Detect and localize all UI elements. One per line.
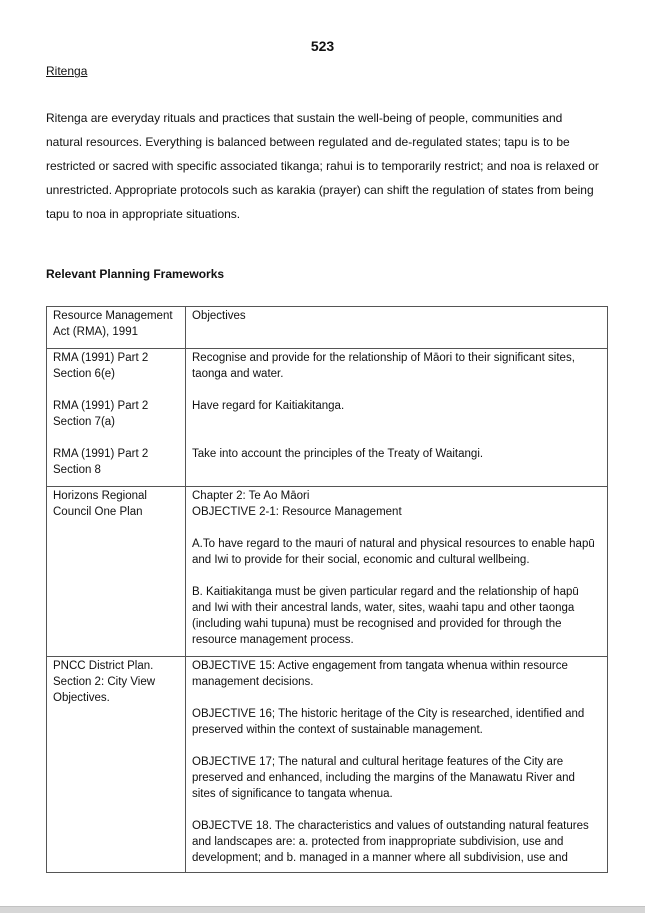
horizons-chapter: Chapter 2: Te Ao Māori [192, 490, 310, 502]
pncc-objectives-cell [186, 657, 608, 873]
rma-objectives-cell [186, 349, 608, 487]
pncc-objective-18: OBJECTVE 18. The characteristics and values of outstanding natural features and landscapes are: a. protected from inappropriate subdivision, use and development; and b. managed in a manner where all subdivision, use and [192, 820, 589, 864]
table-row-horizons [47, 487, 608, 657]
frameworks-heading: Relevant Planning Frameworks [46, 267, 225, 281]
horizons-objective-title: OBJECTIVE 2-1: Resource Management [192, 506, 402, 518]
table-row-pncc [47, 657, 608, 873]
pncc-reference-text: PNCC District Plan. Section 2: City View Objectives. [53, 660, 156, 704]
horizons-reference-cell: Horizons Regional Council One Plan [47, 487, 186, 657]
pncc-objective-17: OBJECTIVE 17; The natural and cultural heritage features of the City are preserved and enhanced, including the margins of the Manawatu River and sites of significance to tangata whenua. [192, 756, 575, 800]
horizons-paragraph-b: B. Kaitiakitanga must be given particular regard and the relationship of hapū and Iwi with their ancestral lands, water, sites, waahi tapu and other taonga (including wahi tupuna) must be recognised and provided for through the resource management process. [192, 586, 579, 646]
pncc-objective-16: OBJECTIVE 16; The historic heritage of the City is researched, identified and preserved within the context of sustainable management. [192, 708, 585, 736]
rma-objective-2: Have regard for Kaitiakitanga. [192, 400, 345, 412]
rma-ref-3-line1: RMA (1991) Part 2 [53, 448, 149, 460]
header-objectives-cell: Objectives [186, 307, 608, 349]
pncc-objective-15: OBJECTIVE 15: Active engagement from tangata whenua within resource management decisions. [192, 660, 568, 688]
rma-ref-3-line2: Section 8 [53, 464, 101, 476]
section-title: Ritenga [46, 64, 88, 78]
horizons-paragraph-a: A.To have regard to the mauri of natural and physical resources to enable hapū and Iwi to provide for their social, economic and cultural wellbeing. [192, 538, 595, 566]
rma-ref-1-line2: Section 6(e) [53, 368, 116, 380]
rma-ref-1-line1: RMA (1991) Part 2 [53, 352, 149, 364]
horizons-objectives-cell [186, 487, 608, 657]
rma-objective-3: Take into account the principles of the Treaty of Waitangi. [192, 448, 484, 460]
intro-paragraph: Ritenga are everyday rituals and practices that sustain the well-being of people, communities and natural resources. Everything is balanced between regulated and de-regulated states; tapu is to be restricted or sacred with specific associated tikanga; rahui is to temporarily restrict; and noa is relaxed or unrestricted. Appropriate protocols such as karakia (prayer) can shift the regulation of states from being tapu to noa in appropriate situations. [46, 111, 599, 221]
page-number: 523 [310, 38, 335, 54]
rma-objective-1: Recognise and provide for the relationship of Māori to their significant sites, taonga and water. [192, 352, 575, 380]
planning-frameworks-table [46, 306, 608, 873]
table-row-rma [47, 349, 608, 487]
rma-references-cell [47, 349, 186, 487]
header-act-cell: Resource Management Act (RMA), 1991 [47, 307, 186, 349]
pncc-reference-cell [47, 657, 186, 873]
rma-ref-2-line2: Section 7(a) [53, 416, 116, 428]
table-header-row [47, 307, 608, 349]
rma-ref-2-line1: RMA (1991) Part 2 [53, 400, 149, 412]
